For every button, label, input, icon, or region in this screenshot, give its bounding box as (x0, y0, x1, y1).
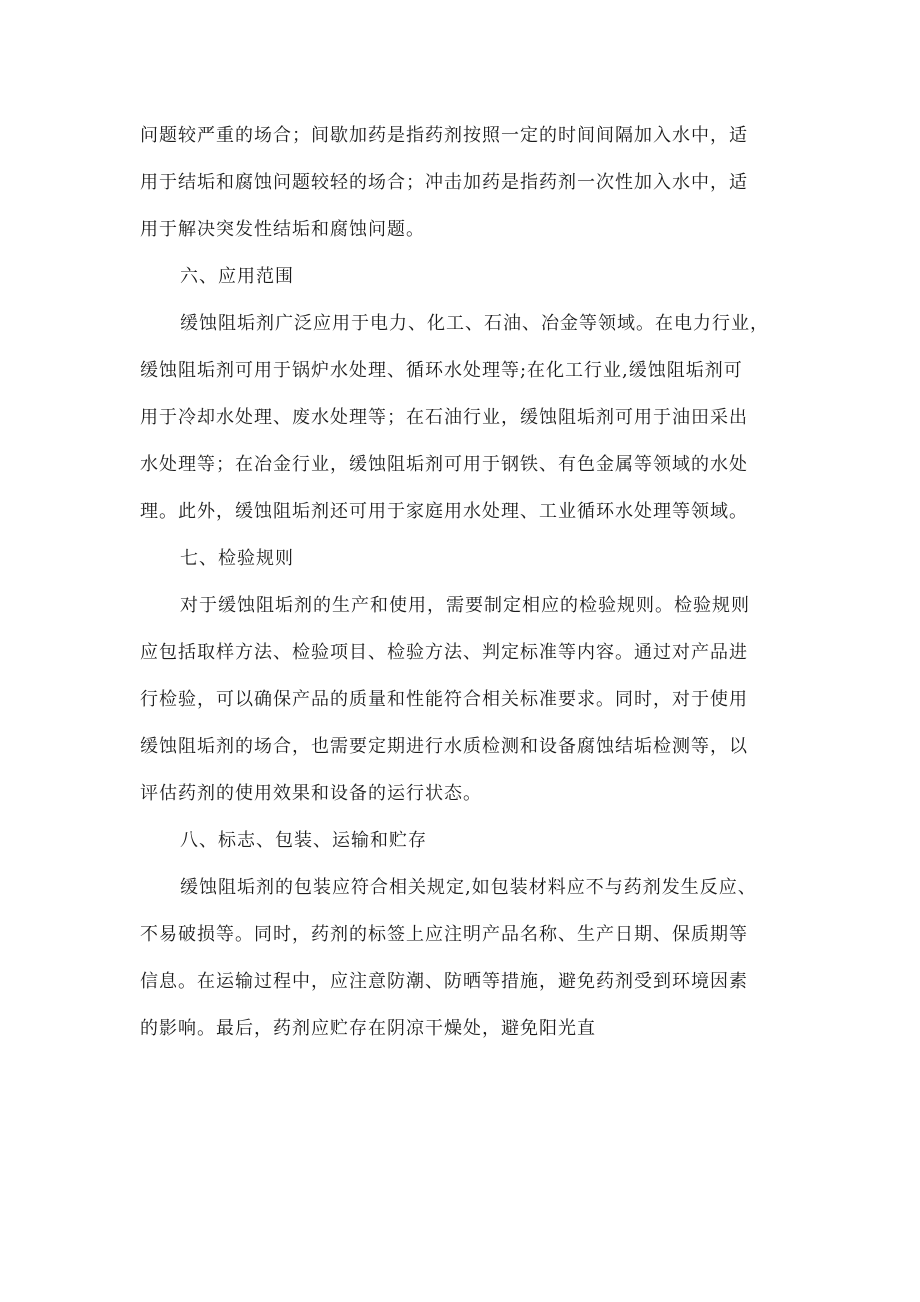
heading-application-scope (140, 253, 784, 300)
text-line: 问题较严重的场合；间歇加药是指药剂按照一定的时间间隔加入水中，适 (140, 125, 748, 146)
text-line: 水处理等；在冶金行业，缓蚀阻垢剂可用于钢铁、有色金属等领域的水处 (140, 454, 748, 475)
text-line: 缓蚀阻垢剂广泛应用于电力、化工、石油、冶金等领域。在电力行业， (180, 313, 769, 334)
text-line: 对于缓蚀阻垢剂的生产和使用，需要制定相应的检验规则。检验规则 (180, 595, 750, 616)
text-line: 缓蚀阻垢剂的包装应符合相关规定,如包装材料应不与药剂发生反应、 (180, 877, 757, 898)
text-line: 应包括取样方法、检验项目、检验方法、判定标准等内容。通过对产品进 (140, 642, 748, 663)
heading-inspection-rules (140, 535, 784, 582)
section-heading: 八、标志、包装、运输和贮存 (180, 830, 427, 851)
section-heading: 六、应用范围 (180, 266, 294, 287)
text-line: 信息。在运输过程中，应注意防潮、防晒等措施，避免药剂受到环境因素 (140, 971, 748, 992)
text-line: 用于解决突发性结垢和腐蚀问题。 (140, 219, 425, 240)
document-body (140, 112, 784, 1052)
text-line: 理。此外，缓蚀阻垢剂还可用于家庭用水处理、工业循环水处理等领域。 (140, 501, 748, 522)
text-line: 用于冷却水处理、废水处理等；在石油行业，缓蚀阻垢剂可用于油田采出 (140, 407, 748, 428)
text-line: 缓蚀阻垢剂的场合，也需要定期进行水质检测和设备腐蚀结垢检测等，以 (140, 736, 748, 757)
section-heading: 七、检验规则 (180, 548, 294, 569)
heading-marking-packaging (140, 817, 784, 864)
text-line: 用于结垢和腐蚀问题较轻的场合；冲击加药是指药剂一次性加入水中，适 (140, 172, 748, 193)
text-line: 缓蚀阻垢剂可用于锅炉水处理、循环水处理等;在化工行业,缓蚀阻垢剂可 (140, 360, 743, 381)
text-line: 不易破损等。同时，药剂的标签上应注明产品名称、生产日期、保质期等 (140, 924, 748, 945)
paragraph-inspection-rules (140, 582, 784, 817)
text-line: 的影响。最后，药剂应贮存在阴凉干燥处，避免阳光直 (140, 1018, 596, 1039)
text-line: 评估药剂的使用效果和设备的运行状态。 (140, 783, 482, 804)
text-line: 行检验，可以确保产品的质量和性能符合相关标准要求。同时，对于使用 (140, 689, 748, 710)
paragraph-application-scope (140, 300, 784, 535)
paragraph-marking-packaging (140, 864, 784, 1052)
paragraph-dosing-methods-continued (140, 112, 784, 253)
